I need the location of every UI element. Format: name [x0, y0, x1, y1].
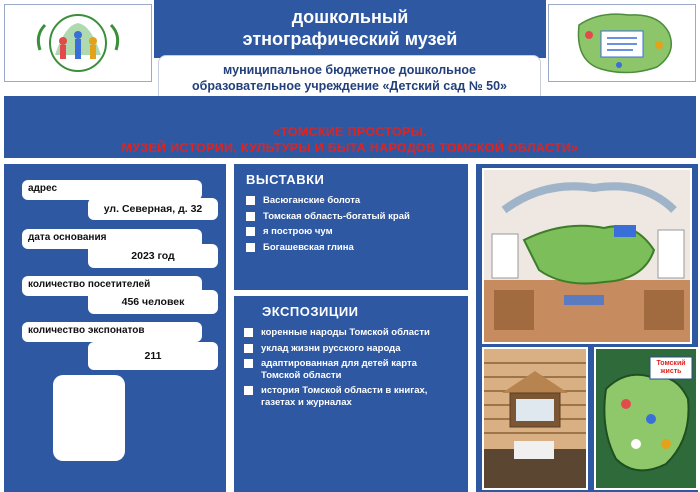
title-line-1: дошкольный — [291, 7, 409, 27]
visitors-label: количество посетителей — [22, 276, 202, 296]
square-bullet-icon — [246, 243, 255, 252]
map-board-photo — [594, 347, 698, 490]
square-bullet-icon — [244, 328, 253, 337]
address-value: ул. Северная, д. 32 — [88, 198, 218, 220]
list-item: адаптированная для детей карта Томской области — [244, 358, 458, 381]
founded-label: дата основания — [22, 229, 202, 249]
square-bullet-icon — [244, 344, 253, 353]
list-item: уклад жизни русского народа — [244, 343, 458, 355]
square-bullet-icon — [244, 359, 253, 368]
expositions-list — [244, 327, 458, 408]
exhibitions-title: ВЫСТАВКИ — [246, 172, 325, 187]
wooden-house-photo — [482, 347, 588, 490]
address-label: адрес — [22, 180, 202, 200]
page-title — [154, 6, 546, 50]
exhibits-value: 211 — [88, 342, 218, 370]
museum-wall-photo — [482, 168, 692, 344]
expositions-title: ЭКСПОЗИЦИИ — [262, 304, 359, 319]
exhibitions-list — [246, 195, 456, 253]
square-bullet-icon — [246, 212, 255, 221]
title-line-2: этнографический музей — [242, 29, 458, 49]
map-board-sign: Томский жисть — [656, 360, 686, 375]
exhibits-label: количество экспонатов — [22, 322, 202, 342]
qr-placeholder — [53, 375, 125, 461]
kindergarten-logo — [4, 4, 152, 82]
list-item: коренные народы Томской области — [244, 327, 458, 339]
list-item: Томская область-богатый край — [246, 211, 456, 223]
square-bullet-icon — [246, 227, 255, 236]
org-line-2: образовательное учреждение «Детский сад № 50» — [192, 79, 507, 93]
list-item: Васюганские болота — [246, 195, 456, 207]
slogan-line-1: «ТОМСКИЕ ПРОСТОРЫ. — [273, 125, 427, 139]
slogan — [4, 124, 696, 156]
list-item: Богашевская глина — [246, 242, 456, 254]
founded-value: 2023 год — [88, 244, 218, 268]
exhibitions-panel — [234, 164, 468, 290]
org-line-1: муниципальное бюджетное дошкольное — [223, 63, 476, 77]
list-item: я построю чум — [246, 226, 456, 238]
museum-map-logo — [548, 4, 696, 82]
expositions-panel — [234, 296, 468, 492]
square-bullet-icon — [244, 386, 253, 395]
list-item: история Томской области в книгах, газетах и журналах — [244, 385, 458, 408]
square-bullet-icon — [246, 196, 255, 205]
visitors-value: 456 человек — [88, 290, 218, 314]
slogan-line-2: МУЗЕЙ ИСТОРИИ, КУЛЬТУРЫ И БЫТА НАРОДОВ ТОМСКОЙ ОБЛАСТИ» — [121, 141, 579, 155]
